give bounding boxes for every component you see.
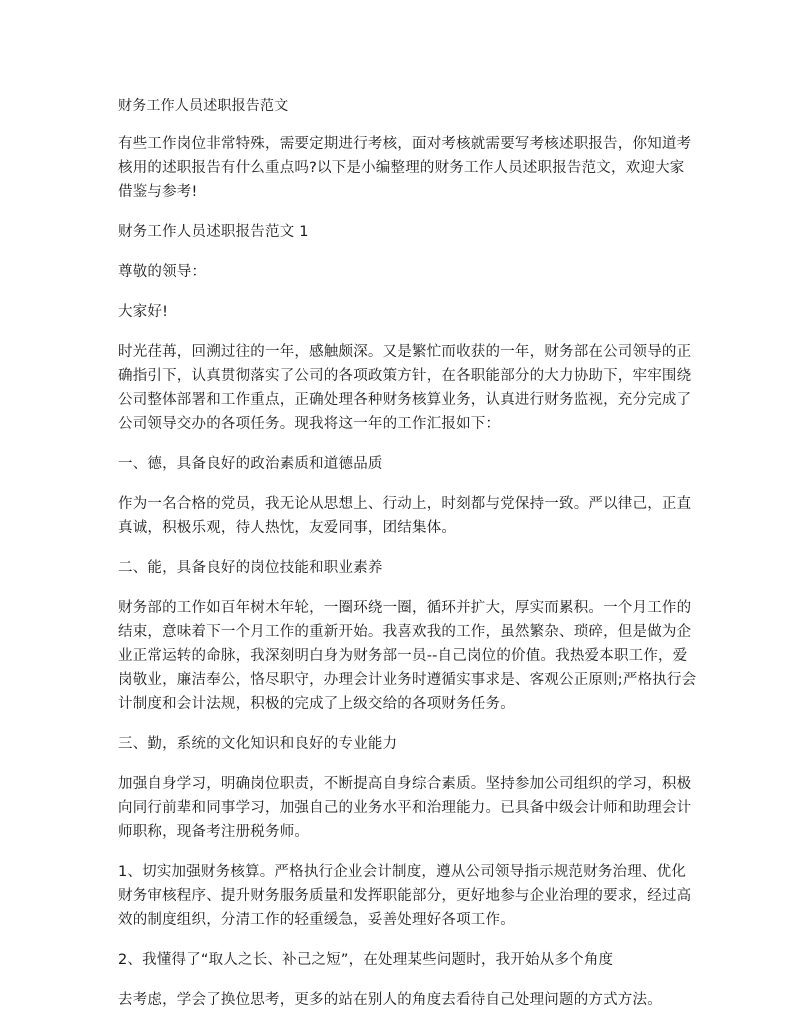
- section3-paragraph: [118, 772, 692, 844]
- intro-line: 有些工作岗位非常特殊，需要定期进行考核，面对考核就需要写考核述职报告，你知道考: [118, 136, 692, 152]
- section3-line: 加强自身学习，明确岗位职责，不断提高自身综合素质。坚持参加公司组织的学习，积极: [118, 776, 692, 792]
- opening-line: 确指引下，认真贯彻落实了公司的各项政策方针，在各职能部分的大力协助下，牢牢围绕: [118, 368, 692, 384]
- intro-line: 借鉴与参考!: [118, 184, 198, 200]
- greeting: 大家好!: [118, 304, 169, 320]
- section2-line: 岗敬业，廉洁奉公，恪尽职守，办理会计业务时遵循实事求是、客观公正原则;严格执行会: [118, 672, 697, 688]
- item1-line: 效的制度组织，分清工作的轻重缓急，妥善处理好各项工作。: [118, 912, 515, 928]
- section3-line: 向同行前辈和同事学习，加强自己的业务水平和治理能力。已具备中级会计师和助理会计: [118, 800, 692, 816]
- item2-continuation: 去考虑，学会了换位思考，更多的站在别人的角度去看待自己处理问题的方式方法。: [118, 992, 662, 1008]
- document-page: [118, 96, 697, 1028]
- item2-paragraph: 2、我懂得了“取人之长、补己之短”，在处理某些问题时，我开始从多个角度: [118, 952, 614, 968]
- section1-paragraph: [118, 492, 692, 540]
- section2-heading: 二、能，具备良好的岗位技能和职业素养: [118, 560, 383, 576]
- salutation: 尊敬的领导：: [118, 264, 207, 280]
- intro-paragraph: [118, 132, 692, 204]
- item1-line: 财务审核程序、提升财务服务质量和发挥职能部分，更好地参与企业治理的要求，经过高: [118, 888, 692, 904]
- section2-paragraph: [118, 596, 697, 716]
- opening-paragraph: [118, 340, 692, 436]
- section2-line: 财务部的工作如百年树木年轮，一圈环绕一圈，循环并扩大，厚实而累积。一个月工作的: [118, 600, 692, 616]
- item1-paragraph: [118, 860, 692, 932]
- section1-heading: 一、德，具备良好的政治素质和道德品质: [118, 456, 383, 472]
- document-title: 财务工作人员述职报告范文: [118, 98, 289, 114]
- section3-line: 师职称，现备考注册税务师。: [118, 824, 310, 840]
- opening-line: 时光荏苒，回溯过往的一年，感触颇深。又是繁忙而收获的一年，财务部在公司领导的正: [118, 344, 692, 360]
- section2-line: 结束，意味着下一个月工作的重新开始。我喜欢我的工作，虽然繁杂、琐碎，但是做为企: [118, 624, 692, 640]
- section1-line: 真诚，积极乐观，待人热忱，友爱同事，团结集体。: [118, 520, 457, 536]
- section3-heading: 三、勤，系统的文化知识和良好的专业能力: [118, 736, 398, 752]
- section2-line: 业正常运转的命脉，我深刻明白身为财务部一员--自己岗位的价值。我热爱本职工作，爱: [118, 648, 688, 664]
- item1-line: 1、切实加强财务核算。严格执行企业会计制度，遵从公司领导指示规范财务治理、优化: [118, 864, 687, 880]
- section1-line: 作为一名合格的党员，我无论从思想上、行动上，时刻都与党保持一致。严以律己，正直: [118, 496, 692, 512]
- opening-line: 公司整体部署和工作重点，正确处理各种财务核算业务，认真进行财务监视，充分完成了: [118, 392, 692, 408]
- section2-line: 计制度和会计法规，积极的完成了上级交给的各项财务任务。: [118, 696, 515, 712]
- opening-line: 公司领导交办的各项任务。现我将这一年的工作汇报如下：: [118, 416, 501, 432]
- report-subtitle: 财务工作人员述职报告范文 1: [118, 224, 309, 240]
- intro-line: 核用的述职报告有什么重点吗?以下是小编整理的财务工作人员述职报告范文，欢迎大家: [118, 160, 685, 176]
